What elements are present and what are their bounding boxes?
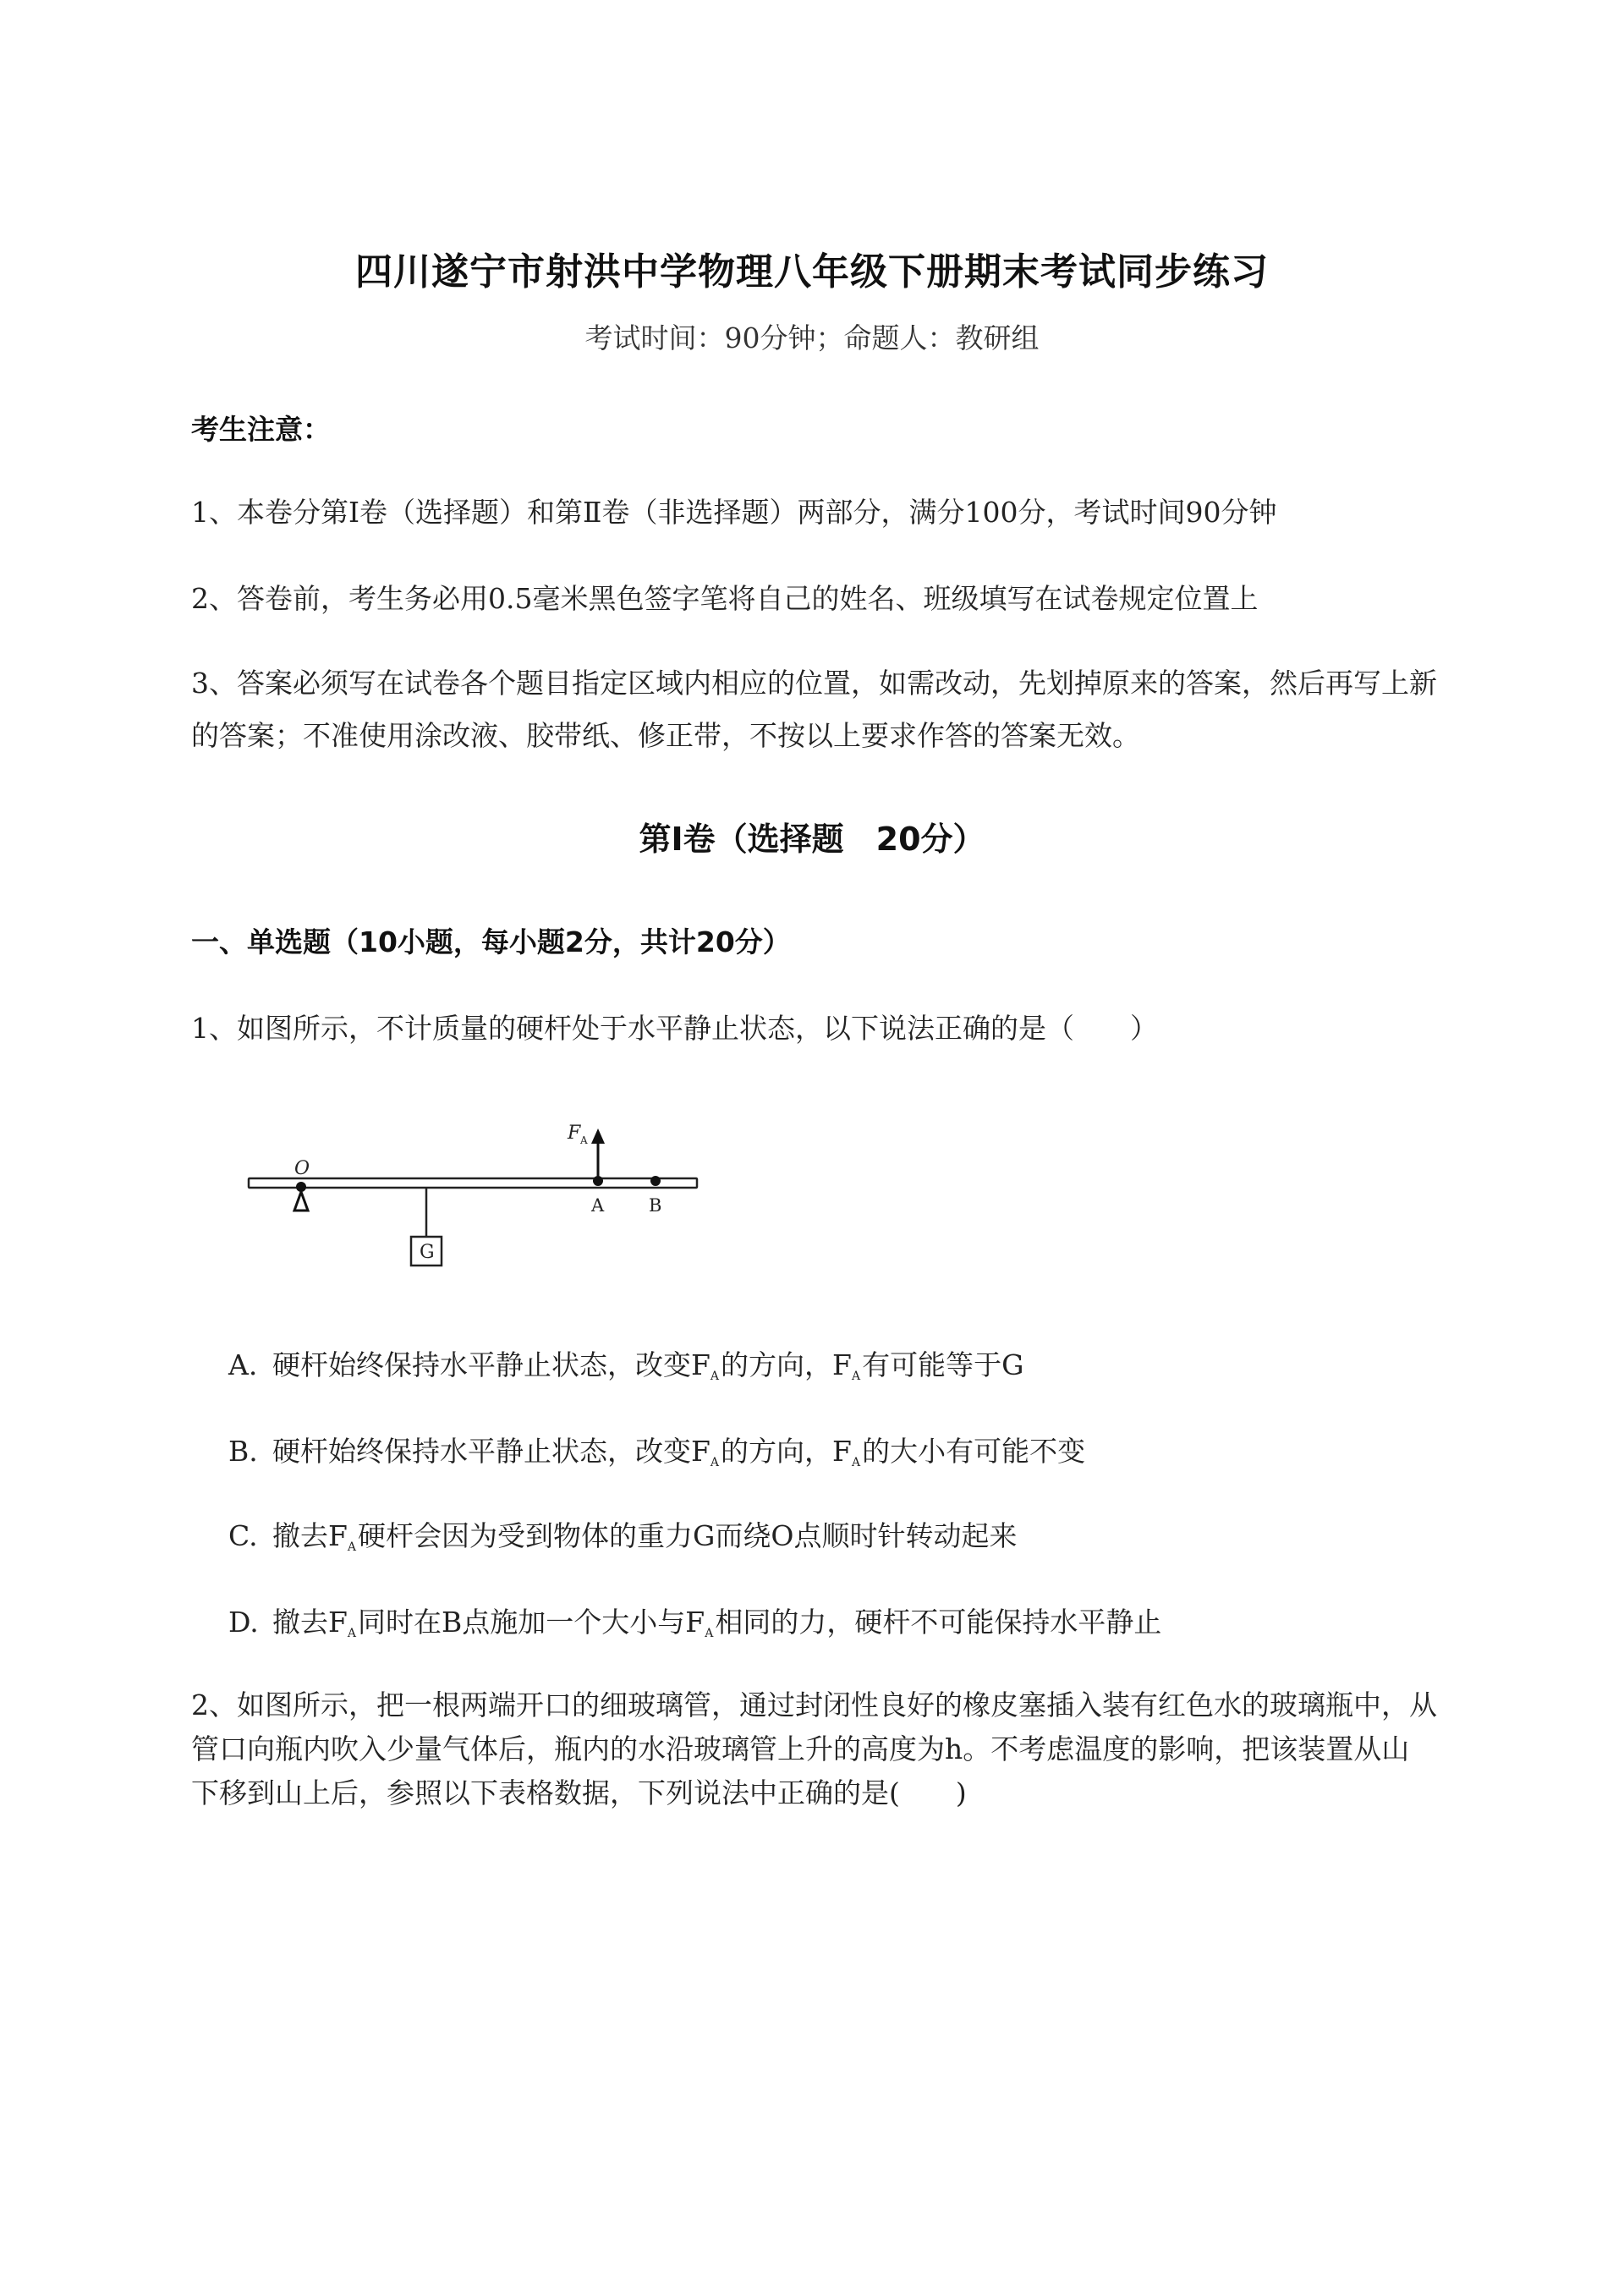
option-c: C. 撤去$F_A$硬杆会因为受到物体的重力G而绕O点顺时针转动起来: [228, 1519, 1018, 1554]
rod-icon: [249, 1178, 697, 1188]
option-d: D. 撤去$F_A$同时在B点施加一个大小与$F_A$相同的力，硬杆不可能保持水平静止: [228, 1606, 1162, 1640]
notice-item-3: 3、答案必须写在试卷各个题目指定区域内相应的位置，如需改动，先划掉原来的答案，然后再写上新: [191, 667, 1437, 700]
option-b: B. 硬杆始终保持水平静止状态，改变$F_A$的方向，$F_A$的大小有可能不变: [228, 1435, 1086, 1469]
weight-label: G: [420, 1242, 435, 1263]
point-b-dot-icon: [650, 1176, 661, 1186]
force-label-sub: A: [580, 1134, 588, 1146]
section-title: 第Ⅰ卷（选择题 20分）: [639, 821, 985, 858]
fulcrum-icon: [294, 1192, 308, 1211]
page-title: 四川遂宁市射洪中学物理八年级下册期末考试同步练习: [355, 250, 1269, 294]
lever-diagram: [245, 1108, 710, 1290]
option-letter: D.: [228, 1606, 259, 1639]
option-a: A. 硬杆始终保持水平静止状态，改变$F_A$的方向，$F_A$有可能等于G: [228, 1348, 1024, 1383]
exam-info: 考试时间：90分钟；命题人：教研组: [584, 321, 1040, 354]
option-letter: A.: [228, 1348, 258, 1381]
notice-item-2: 2、答卷前，考生务必用0.5毫米黑色签字笔将自己的姓名、班级填写在试卷规定位置上: [191, 582, 1259, 615]
question-2-stem-line-1: 2、如图所示，把一根两端开口的细玻璃管，通过封闭性良好的橡皮塞插入装有红色水的玻璃瓶中，从: [191, 1688, 1437, 1721]
point-a-label: A: [591, 1195, 605, 1216]
point-b-label: B: [649, 1195, 662, 1216]
notice-heading: 考生注意：: [191, 413, 331, 446]
pivot-label: O: [294, 1158, 310, 1179]
force-arrow-up-icon: [591, 1128, 605, 1144]
force-label: F: [568, 1123, 581, 1144]
question-1-stem: 1、如图所示，不计质量的硬杆处于水平静止状态，以下说法正确的是（ ）: [191, 1012, 1158, 1045]
question-2-stem-line-3: 下移到山上后，参照以下表格数据，下列说法中正确的是( ): [191, 1776, 967, 1809]
option-letter: B.: [228, 1435, 258, 1468]
part-heading: 一、单选题（10小题，每小题2分，共计20分）: [191, 925, 791, 958]
notice-item-3-cont: 的答案；不准使用涂改液、胶带纸、修正带，不按以上要求作答的答案无效。: [191, 719, 1140, 752]
notice-item-1: 1、本卷分第Ⅰ卷（选择题）和第Ⅱ卷（非选择题）两部分，满分100分，考试时间90分钟: [191, 496, 1277, 529]
question-2-stem-line-2: 管口向瓶内吹入少量气体后，瓶内的水沿玻璃管上升的高度为h。不考虑温度的影响，把该装置从山: [191, 1732, 1410, 1765]
option-letter: C.: [228, 1519, 258, 1552]
